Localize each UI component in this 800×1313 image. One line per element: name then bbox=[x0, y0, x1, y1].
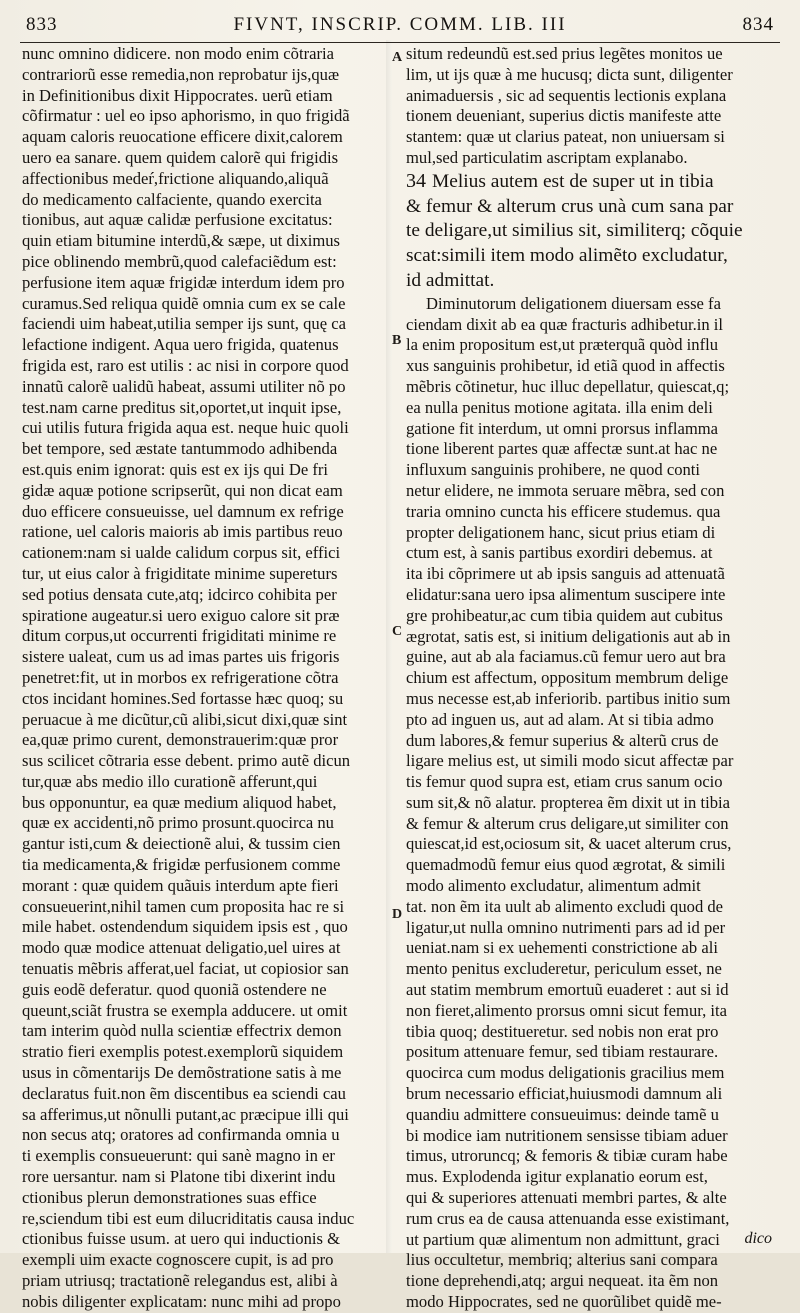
text-line: sed potius densata cute,atq; idcirco cohibita per bbox=[22, 584, 337, 604]
text-line: ctionibus fuisse usum. at uero qui inductionis & bbox=[22, 1229, 341, 1249]
lemma-line: id admittat. bbox=[406, 269, 495, 291]
text-line: ctum est, à sanis partibus exordiri debemus. at bbox=[406, 543, 713, 563]
text-line: quandiu admittere consueuimus: deinde tamẽ u bbox=[406, 1104, 719, 1124]
text-line: timus, utroruncq; & femoris & tibiæ curam habe bbox=[406, 1146, 728, 1166]
text-line: non secus atq; oratores ad confirmanda omnia u bbox=[22, 1125, 340, 1145]
text-line: ditum corpus,ut occurrenti frigiditati minime re bbox=[22, 626, 337, 646]
text-line: est.quis enim ignorat: quis est ex ijs qui De fri bbox=[22, 459, 329, 479]
text-line: mento penitus excluderetur, periculum esset, ne bbox=[406, 959, 722, 979]
text-line: gre prohibeatur,ac cum tibia quidem aut cubitus bbox=[406, 605, 723, 625]
text-line: tis femur quod supra est, etiam crus sanum ocio bbox=[406, 772, 723, 792]
text-line: cationem:nam si ualde calidum corpus sit, effici bbox=[22, 543, 341, 563]
running-title: FIVNT, INSCRIP. COMM. LIB. III bbox=[233, 14, 567, 35]
text-line: penetret:fit, ut in morbos ex refrigeratione cõtra bbox=[22, 667, 339, 687]
text-line: situm redeundũ est.sed prius legẽtes monitos ue bbox=[406, 44, 723, 63]
text-line: elidatur:sana uero ipsa alimentum suscipere inte bbox=[406, 584, 726, 604]
header-rule bbox=[20, 42, 780, 43]
text-line: bus opponuntur, ea quæ medium aliquod habet, bbox=[22, 792, 337, 812]
lemma-line: scat:simili item modo alimẽto excludatur, bbox=[406, 245, 728, 267]
text-line: contrariorũ esse remedia,non reprobatur ijs,quæ bbox=[22, 64, 340, 84]
text-line: sum sit,& nõ alatur. propterea ẽm dixit ut in tibia bbox=[406, 792, 730, 812]
text-line: innatũ calorẽ ualidũ habeat, assumi utiliter nõ po bbox=[22, 376, 346, 396]
text-line: declaratus fuit.non ẽm discentibus ea sciendi cau bbox=[22, 1083, 346, 1103]
text-line: ligatur,ut nulla omnino nutrimenti pars ad id per bbox=[406, 917, 726, 937]
text-line: tur,quæ abs medio illo curationẽ afferunt,qui bbox=[22, 771, 318, 791]
text-line: mus necesse est,ab inferiorib. partibus initio sum bbox=[406, 688, 731, 708]
text-line: guis eodẽ deferatur. quod quoniã ostendere ne bbox=[22, 979, 327, 999]
text-line: netur elidere, ne immota seruare mẽbra, sed con bbox=[406, 480, 725, 500]
text-line: quiescat,id est,ociosum sit, & uacet alterum crus, bbox=[406, 834, 732, 854]
text-line: ægrotat, satis est, si initium deligationis aut ab in bbox=[406, 626, 731, 646]
text-line: aut statim membrum emortuũ euaderet : aut si id bbox=[406, 980, 729, 1000]
text-line: rum crus ea de causa attenuanda esse existimant, bbox=[406, 1208, 730, 1228]
text-line: mul,sed particulatim ascriptam explanabo. bbox=[406, 147, 688, 167]
text-line: gantur isti,cum & deiectionẽ alui, & tussim cien bbox=[22, 834, 341, 854]
text-line: tenuatis mẽbris afferat,uel faciat, ut copiosior san bbox=[22, 959, 349, 979]
text-line: bet tempore, sed æstate tantummodo adhibenda bbox=[22, 439, 338, 459]
text-line: in Definitionibus dixit Hippocrates. uerũ etiam bbox=[22, 85, 333, 105]
text-line: peruacue à me dicũtur,cũ alibi,sicut dixi,quæ sint bbox=[22, 709, 348, 729]
text-line: gatione fit interdum, ut omni prorsus inflamma bbox=[406, 418, 718, 438]
text-line: ti exemplis consueuerunt: qui sanè magno in er bbox=[22, 1146, 335, 1166]
text-line: xus sanguinis prohibetur, id etiã quod in affectis bbox=[406, 356, 725, 376]
text-line: tia medicamenta,& frigidæ perfusionem comme bbox=[22, 855, 341, 875]
text-line: sa afferimus,ut nõnulli putant,ac præcipue illi qui bbox=[22, 1104, 349, 1124]
text-line: stantem: quæ ut clarius pateat, non uniuersam si bbox=[406, 127, 725, 147]
text-line: ueniat.nam si ex uehementi constrictione ab ali bbox=[406, 938, 718, 958]
text-line: curamus.Sed reliqua quidẽ omnia cum ex se cale bbox=[22, 293, 346, 313]
lemma-34 bbox=[406, 169, 774, 294]
margin-letter-c: C bbox=[392, 624, 403, 639]
text-line: guine, aut ab ala faciamus.cũ femur uero aut bra bbox=[406, 647, 726, 667]
right-column bbox=[406, 44, 774, 1313]
text-line: modo quæ modice attenuat deligatio,uel uires at bbox=[22, 938, 341, 958]
text-line: influxum sanguinis prohibere, ne quod conti bbox=[406, 460, 701, 480]
text-line: ratione, uel caloris maioris ab imis partibus reuo bbox=[22, 522, 343, 542]
text-line: uero ea sanare. quem quidem calorẽ qui frigidis bbox=[22, 147, 339, 167]
text-line: dum labores,& femur superius & alterũ crus de bbox=[406, 730, 719, 750]
text-line: traria omnino cuncta his efficere studemus. qua bbox=[406, 501, 721, 521]
text-line: morant : quæ quidem quãuis interdum apte fieri bbox=[22, 875, 339, 895]
text-line: mẽbris cõtinetur, huc illuc depellatur, quiescat,q; bbox=[406, 376, 730, 396]
text-line: chium est affectum, oppositum membrum delige bbox=[406, 668, 729, 688]
text-line: ctionibus plerun demonstrationes suas effice bbox=[22, 1187, 317, 1207]
text-line: pto ad inguen us, aut ad alam. At si tibia admo bbox=[406, 709, 714, 729]
text-line: lim, ut ijs quæ à me hucusq; dicta sunt, diligenter bbox=[406, 64, 733, 84]
folio-left: 833 bbox=[26, 14, 58, 35]
margin-letter-b: B bbox=[392, 333, 402, 348]
text-line: duo efficere consueuisse, uel damnum ex refrige bbox=[22, 501, 344, 521]
text-line: ligare melius est, ut simili modo sicut affectæ par bbox=[406, 751, 734, 771]
text-line: faciendi uim habeat,utilia semper ijs sunt, quę ca bbox=[22, 314, 346, 334]
text-line: consueuerint,nihil tamen cum proposita hac re si bbox=[22, 896, 345, 916]
text-line: qui & superiores attenuati membri partes, & alte bbox=[406, 1188, 727, 1208]
text-line: modo alimento excludatur, alimentum admit bbox=[406, 876, 701, 896]
catchword: dico bbox=[744, 1230, 772, 1247]
text-line: cõfirmatur : uel eo ipso aphorismo, in quo frigidã bbox=[22, 106, 350, 126]
text-line: aquam caloris reuocatione efficere dixit,calorem bbox=[22, 127, 343, 147]
running-head bbox=[0, 6, 800, 40]
text-line: tionibus, aut aquæ calidæ perfusione excitatus: bbox=[22, 210, 333, 230]
text-line: usus in cõmentarijs De demõstratione satis à me bbox=[22, 1063, 342, 1083]
text-line: perfusione item aquæ frigidæ interdum idem pro bbox=[22, 272, 345, 292]
text-line: affectionibus medeŕ,frictione aliquando,aliquã bbox=[22, 168, 329, 188]
text-line: sistere ualeat, cum us ad imas partes uis frigoris bbox=[22, 647, 340, 667]
text-line: sus scilicet cõtraria esse debent. primo autẽ dicun bbox=[22, 751, 351, 771]
text-line: tionem deueniant, superius dictis manifeste atte bbox=[406, 106, 722, 126]
right-intro-text bbox=[406, 44, 774, 169]
text-line: tione liberent partes quæ affectæ sunt.at hac ne bbox=[406, 439, 718, 459]
text-line: test.nam carne preditus sit,oportet,ut inquit ipse, bbox=[22, 397, 342, 417]
text-line: mus. Explodenda igitur explanatio eorum est, bbox=[406, 1167, 708, 1187]
folio-right: 834 bbox=[742, 14, 774, 35]
commentary-text bbox=[406, 294, 774, 1313]
text-line: re,sciendum tibi est eum dilucriditatis causa induc bbox=[22, 1208, 355, 1228]
text-line: exempli uim exacte cognoscere cupit, is ad pro bbox=[22, 1250, 334, 1270]
text-line: quæ ex accidenti,nõ primo prosunt.quocirca nu bbox=[22, 813, 334, 833]
margin-letter-a: A bbox=[392, 50, 403, 65]
text-line: positum attenuare femur, sed tibiam restaurare. bbox=[406, 1042, 719, 1062]
lemma-first-line bbox=[406, 169, 774, 195]
margin-letter-d: D bbox=[392, 907, 403, 922]
text-line: tur, ut eius calor à frigiditate minime supereturs bbox=[22, 563, 338, 583]
text-line: tione deprehendi,atq; argui nequeat. ita ẽm non bbox=[406, 1271, 719, 1291]
text-line: tibia quoq; destitueretur. sed nobis non erat pro bbox=[406, 1021, 719, 1041]
text-line: ut partium quæ alimentum non admittunt, graci bbox=[406, 1229, 720, 1249]
text-line: la enim propositum est,ut præterquã quòd influ bbox=[406, 335, 719, 355]
text-line: modo Hippocrates, sed ne quorũlibet quidẽ me- bbox=[406, 1292, 722, 1312]
text-line: brum necessario efficiat,huiusmodi damnum ali bbox=[406, 1084, 723, 1104]
text-line: ciendam dixit ab ea quæ fracturis adhibetur.in il bbox=[406, 314, 724, 334]
text-line: non fieret,alimento prorsus omni sicut femur, ita bbox=[406, 1000, 727, 1020]
text-line: queunt,sciãt frustra se exempla adducere. ut omit bbox=[22, 1000, 348, 1020]
text-line: tam interim quòd nulla scientiæ effectrix demon bbox=[22, 1021, 342, 1041]
text-line: rore uersantur. nam si Platone tibi dixerint indu bbox=[22, 1167, 336, 1187]
text-line: quemadmodũ femur eius quod ægrotat, & simili bbox=[406, 855, 726, 875]
text-line: quin etiam bitumine interdũ,& sæpe, ut diximus bbox=[22, 231, 341, 251]
text-line: propter deligationem hanc, sicut prius etiam di bbox=[406, 522, 716, 542]
gutter-shadow bbox=[386, 40, 392, 1253]
text-line: lius occultetur, membriq; alterius sani compara bbox=[406, 1250, 718, 1270]
text-line: stratio fieri exemplis potest.exemplorũ siquidem bbox=[22, 1042, 344, 1062]
text-line: & femur & alterum crus deligare,ut similiter con bbox=[406, 813, 729, 833]
text-line: mile habet. ostendendum siquidem ipsis est , quo bbox=[22, 917, 348, 937]
text-line: frigida est, raro est utilis : ac nisi in corpore quod bbox=[22, 355, 349, 375]
text-line: ctos incidant homines.Sed fortasse hæc quoq; su bbox=[22, 688, 344, 708]
text-line: pice oblinendo membrũ,quod calefaciẽdum est: bbox=[22, 251, 337, 271]
text-line: ea,quæ primo curent, demonstrauerim:quæ pror bbox=[22, 730, 339, 750]
lemma-line: & femur & alterum crus unà cum sana par bbox=[406, 195, 734, 217]
text-line: lefactione indigent. Aqua uero frigida, quatenus bbox=[22, 335, 339, 355]
lemma-line: te deligare,ut similius sit, similiterq; cõquie bbox=[406, 220, 743, 242]
text-line: priam utriusq; tractationẽ relegandus est, alibi à bbox=[22, 1271, 338, 1291]
text-line: nunc omnino didicere. non modo enim cõtraria bbox=[22, 44, 334, 63]
text-line: gidæ aquæ potione scripserũt, qui non dicat eam bbox=[22, 480, 343, 500]
text-line: ita ibi cõprimere ut ab ipsis sanguis ad attenuatã bbox=[406, 564, 725, 584]
text-line: do medicamento calfaciente, quando exercita bbox=[22, 189, 322, 209]
text-line: animaduersis , sic ad sequentis lectionis explana bbox=[406, 85, 727, 105]
text-line: ea nulla penitus motione agitata. illa enim deli bbox=[406, 397, 713, 417]
lemma-number: 34 bbox=[406, 169, 426, 192]
text-line: tat. non ẽm ita uult ab alimento excludi quod de bbox=[406, 896, 724, 916]
text-line: spiratione augeatur.si uero exiguo calore sit præ bbox=[22, 605, 340, 625]
text-line: quocirca cum modus deligationis gracilius mem bbox=[406, 1063, 725, 1083]
text-line: nobis diligenter explicatam: nunc mihi ad propo bbox=[22, 1291, 341, 1311]
lemma-line: Melius autem est de super ut in tibia bbox=[432, 170, 714, 192]
left-column bbox=[22, 44, 384, 1313]
text-line: Diminutorum deligationem diuersam esse fa bbox=[426, 293, 721, 313]
text-line: bi modice iam nutritionem sensisse tibiam aduer bbox=[406, 1125, 728, 1145]
text-line: cui utilis futura frigida aqua est. neque huic quoli bbox=[22, 418, 349, 438]
